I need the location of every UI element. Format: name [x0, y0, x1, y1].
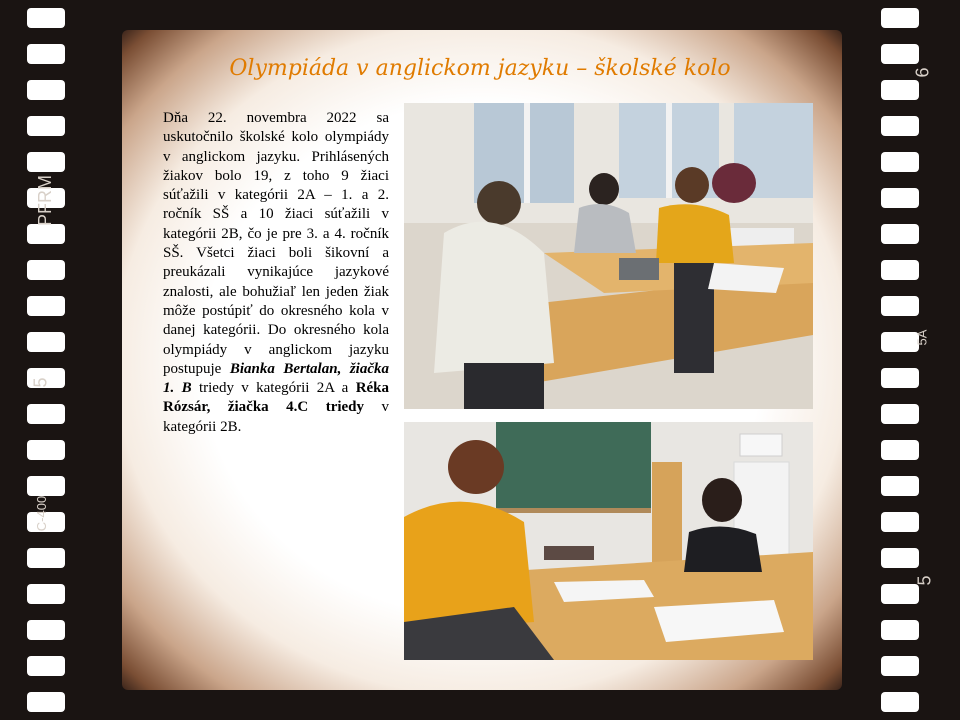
sprocket-hole: [27, 656, 65, 676]
sprocket-hole: [27, 584, 65, 604]
film-edge-label: 6: [912, 67, 933, 78]
left-sprocket-holes: [22, 0, 70, 720]
right-sprocket-holes: [876, 0, 924, 720]
sprocket-hole: [881, 404, 919, 424]
film-edge-label: PFRM: [35, 175, 55, 226]
sprocket-hole: [881, 476, 919, 496]
sprocket-hole: [881, 44, 919, 64]
sprocket-hole: [27, 152, 65, 172]
sprocket-hole: [881, 152, 919, 172]
sprocket-hole: [27, 404, 65, 424]
sprocket-hole: [27, 224, 65, 244]
sprocket-hole: [27, 440, 65, 460]
article-paragraph-mid: triedy v kategórii 2A a: [198, 380, 349, 397]
page-title: Olympiáda v anglickom jazyku – školské kolo: [229, 56, 731, 81]
sprocket-hole: [881, 80, 919, 100]
film-edge-label: 5: [30, 377, 51, 388]
sprocket-hole: [27, 476, 65, 496]
sprocket-hole: [881, 116, 919, 136]
sprocket-hole: [881, 368, 919, 388]
sprocket-hole: [881, 296, 919, 316]
sprocket-hole: [27, 332, 65, 352]
sprocket-hole: [27, 260, 65, 280]
sprocket-hole: [27, 620, 65, 640]
article-paragraph-end: v kategórii 2B.: [163, 399, 390, 435]
sprocket-hole: [881, 548, 919, 568]
sprocket-hole: [881, 512, 919, 532]
article-text: [163, 109, 389, 437]
sprocket-hole: [27, 692, 65, 712]
photo-classroom-2: [404, 422, 813, 660]
sprocket-hole: [27, 296, 65, 316]
sprocket-hole: [881, 332, 919, 352]
sprocket-hole: [881, 188, 919, 208]
sprocket-hole: [881, 260, 919, 280]
sprocket-hole: [27, 44, 65, 64]
sprocket-hole: [27, 80, 65, 100]
photo-classroom-1: [404, 103, 813, 409]
film-edge-label: C-400: [34, 495, 50, 532]
sprocket-hole: [27, 8, 65, 28]
sprocket-hole: [881, 8, 919, 28]
winner-name-2: Réka Rózsár, žiačka 4.C triedy: [163, 380, 390, 416]
film-edge-label: 5A: [914, 329, 930, 346]
sprocket-hole: [881, 584, 919, 604]
article-paragraph: Dňa 22. novembra 2022 sa uskutočnilo školské kolo olympiády v anglickom jazyku. Prihlásených žiakov bolo 19, z toho 9 žiaci súťažili v kategórii 2A – 1. a 2. ročník SŠ a 10 žiaci súťažili v kategórii 2B, čo je pre 3. a 4. ročník SŠ. Všetci žiaci boli šikovní a preukázali vynikajúce jazykové znalosti, ale bohužiaľ len jeden žiak môže postúpiť do okresného kola v danej kategórii. Do okresného kola olympiády v anglickom jazyku postupuje: [163, 110, 389, 377]
winner-name-1: Bianka Bertalan, žiačka 1. B: [163, 360, 389, 397]
sprocket-hole: [881, 440, 919, 460]
sprocket-hole: [881, 692, 919, 712]
sprocket-hole: [27, 116, 65, 136]
sprocket-hole: [27, 548, 65, 568]
sprocket-hole: [881, 224, 919, 244]
sprocket-hole: [881, 656, 919, 676]
sprocket-hole: [881, 620, 919, 640]
film-edge-label: 5: [914, 575, 935, 586]
